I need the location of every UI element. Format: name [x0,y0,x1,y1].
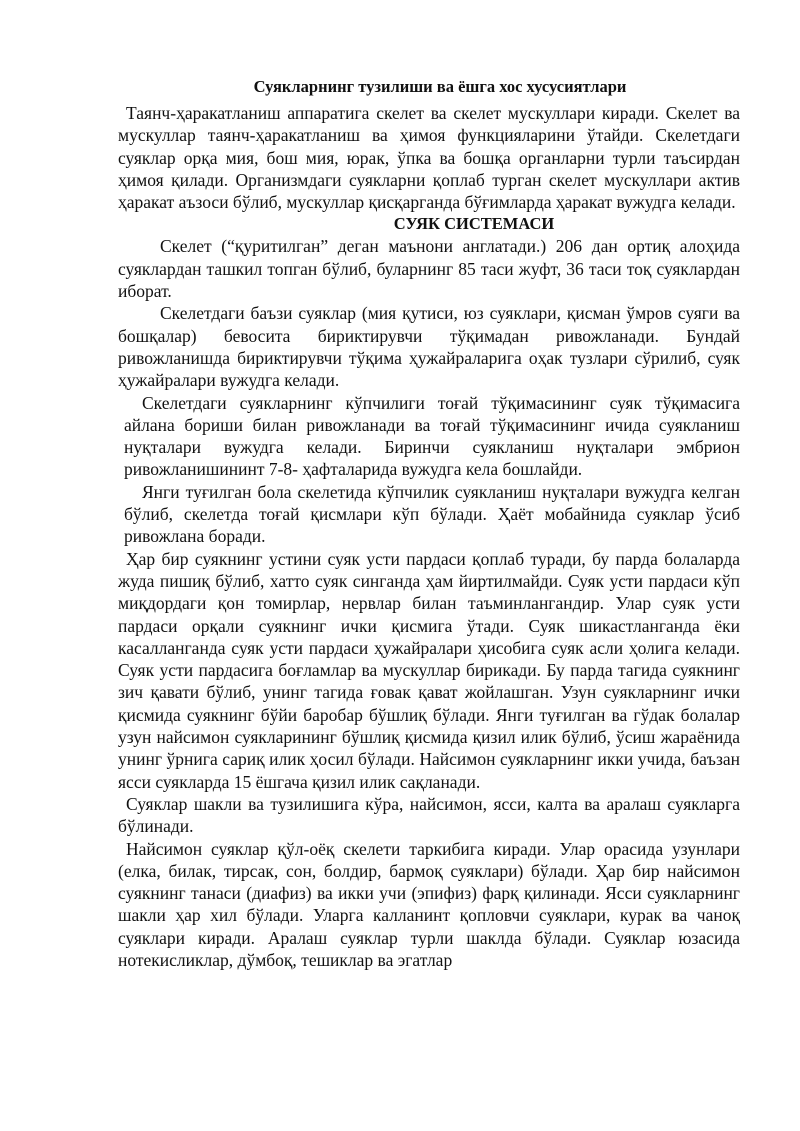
paragraph-cartilage: Скелетдаги суякларнинг кўпчилиги тоғай тўқимасининг суяк тўқимасига айлана бориши билан ривожланади ва тоғай тўқимасининг ичида суякланиш нуқталари вужудга келади. Биринчи суякланиш нуқталари эмбрион ривожланишининт 7-8- ҳафталарида вужудга кела бошлайди. [124,392,740,480]
paragraph-bone-types: Суяклар шакли ва тузилишига кўра, найсимон, ясси, калта ва аралаш суякларга бўлинади. [118,793,740,837]
section-heading: СУЯК СИСТЕМАСИ [393,214,555,234]
document-page [118,76,740,971]
document-title: Суякларнинг тузилиши ва ёшга хос хусусиятлари [253,77,627,96]
paragraph-tubular-bones: Найсимон суяклар қўл-оёқ скелети таркибига киради. Улар орасида узунлари (елка, билак, тирсак, сон, болдир, бармоқ суяклари) бўлади. Ҳар бир найсимон суякнинг танаси (диафиз) ва икки учи (эпифиз) фарқ қилинади. Ясси суякларнинг шакли ҳар хил бўлади. Уларга калланинт қопловчи суяклари, курак ва чаноқ суяклари киради. Аралаш суяклар турли шаклда бўлади. Суяклар юзасида нотекисликлар, дўмбоқ, тешиклар ва эгатлар [118,838,740,970]
paragraph-newborn: Янги туғилган бола скелетида кўпчилик суякланиш нуқталари вужудга келган бўлиб, скелетда тоғай қисмлари кўп бўлади. Ҳаёт мобайнида суяклар ўсиб ривожлана боради. [124,481,740,547]
paragraph-skeleton-count: Скелет (“қуритилган” деган маънони англатади.) 206 дан ортиқ алоҳида суяклардан ташкил топган бўлиб, буларнинг 85 таси жуфт, 36 таси тоқ суяклардан иборат. [118,236,740,302]
paragraph-connective-tissue: Скелетдаги баъзи суяклар (мия қутиси, юз суяклари, қисман ўмров суяги ва бошқалар) бевосита бириктирувчи тўқимадан ривожланади. Бундай ривожланишда бириктирувчи тўқима ҳужайраларига оҳак тузлари сўрилиб, суяк ҳужайралари вужудга келади. [118,303,740,391]
paragraph-periosteum: Ҳар бир суякнинг устини суяк усти пардаси қоплаб туради, бу парда болаларда жуда пишиқ бўлиб, хатто суяк синганда ҳам йиртилмайди. Суяк усти пардаси кўп миқдордаги қон томирлар, нервлар билан таъминлангандир. Улар суяк усти пардаси орқали суякнинг ички қисмига ўтади. Суяк шикастланганда ёки касалланганда суяк усти пардаси ҳужайралари ҳисобига суяк асли ҳолига келади. Суяк усти пардасига боғламлар ва мускуллар бирикади. Бу парда тагида суякнинг зич қавати бўлиб, унинг тагида ғовак қават жойлашган. Узун суякларнинг ички қисмида суякнинг бўйи баробар бўшлиқ бўлади. Янги туғилган ва гўдак болалар узун найсимон суякларининг бўшлиқ қисмида қизил илик бўлиб, ўсиш жараёнида унинг ўрнига сариқ илик ҳосил бўлади. Найсимон суякларнинг икки учида, баъзан ясси суякларда 15 ёшгача қизил илик сақланади. [118,548,740,792]
intro-paragraph: Таянч-ҳаракатланиш аппаратига скелет ва скелет мускуллари киради. Скелет ва мускуллар таянч-ҳаракатланиш ва ҳимоя функцияларини ўтайди. Скелетдаги суяклар орқа мия, бош мия, юрак, ўпка ва бошқа органларни турли таъсирдан ҳимоя қилади. Организмдаги суякларни қоплаб турган скелет мускуллари актив ҳаракат аъзоси бўлиб, мускуллар қисқарганда бўғимларда ҳаракат вужудга келади. [118,103,740,213]
